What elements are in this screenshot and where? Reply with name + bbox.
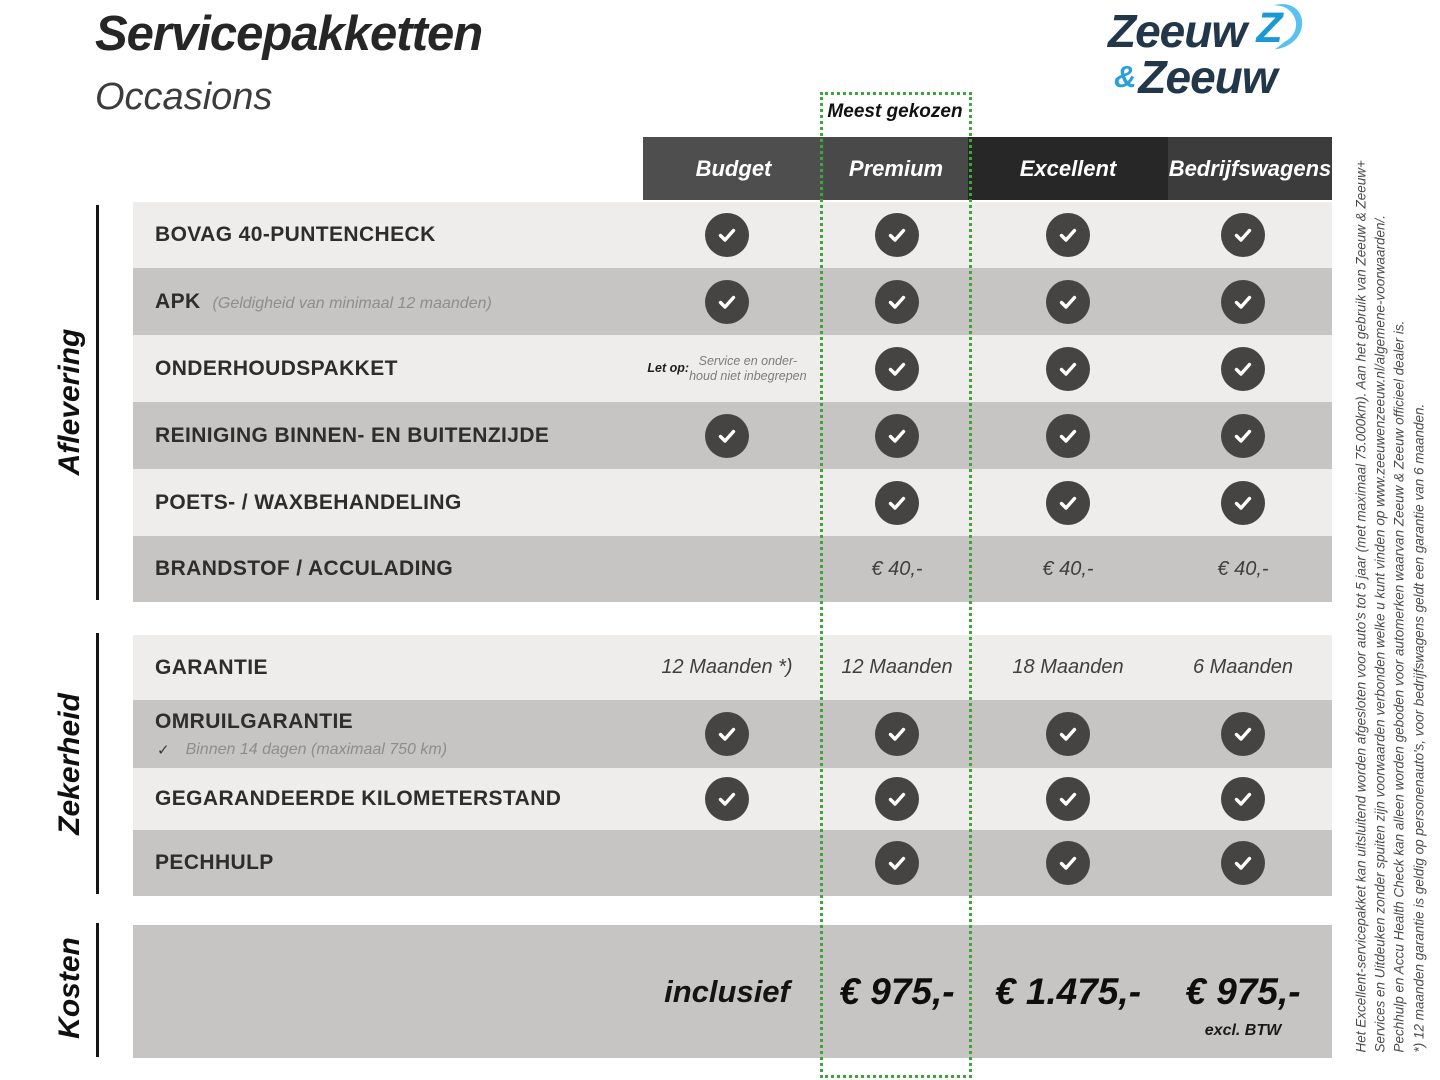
- check-icon: [1158, 335, 1328, 402]
- column-header-budget: Budget: [643, 137, 824, 200]
- check-icon: [983, 402, 1153, 469]
- check-icon: [983, 335, 1153, 402]
- row-label: BOVAG 40-PUNTENCHECK: [155, 223, 436, 246]
- table-row: [133, 536, 1332, 602]
- row-subtext: Binnen 14 dagen (maximaal 750 km): [185, 741, 448, 758]
- kosten-value: € 975,-: [1185, 970, 1301, 1012]
- row-label: GEGARANDEERDE KILOMETERSTAND: [155, 787, 562, 810]
- svg-text:Z: Z: [1256, 3, 1283, 52]
- table-row: [133, 268, 1332, 335]
- empty-cell: [642, 830, 812, 896]
- column-header-bedrijfswagens: Bedrijfswagens: [1168, 137, 1332, 200]
- check-icon: [1158, 768, 1328, 830]
- row-sublabel: (Geldigheid van minimaal 12 maanden): [212, 294, 492, 312]
- table-row: [133, 469, 1332, 536]
- table-row: [133, 635, 1332, 700]
- table-row: [133, 335, 1332, 402]
- cell-value: € 40,-: [1042, 557, 1094, 580]
- kosten-value: € 975,-: [839, 970, 955, 1012]
- kosten-bedrijfswagens-cell: [1148, 925, 1338, 1058]
- check-icon: [1158, 830, 1328, 896]
- most-chosen-label: Meest gekozen: [827, 101, 963, 122]
- cell-value: 18 Maanden: [1012, 656, 1124, 678]
- disclaimer-line: Services en Uitdeuken zonder spuiten zijn voorwaarden verbonden welke u kunt vinden op www.zeeuwenzeeuw.nl/algemene-voorwaarden/.: [1372, 214, 1388, 1053]
- check-icon: [1158, 402, 1328, 469]
- logo-word-2: Zeeuw: [1138, 51, 1277, 103]
- group-label-aflevering: Aflevering: [53, 328, 86, 476]
- check-icon: [983, 768, 1153, 830]
- cell-value: € 40,-: [1217, 557, 1269, 580]
- row-label: GARANTIE: [155, 655, 268, 679]
- column-header-excellent: Excellent: [968, 137, 1168, 200]
- table-row: [133, 768, 1332, 830]
- check-icon: [1158, 469, 1328, 536]
- check-icon: [812, 335, 982, 402]
- check-icon: [642, 268, 812, 335]
- check-icon: [1158, 700, 1328, 768]
- group-label-zekerheid: Zekerheid: [53, 693, 86, 835]
- logo-ampersand: &: [1114, 59, 1137, 94]
- legal-disclaimer: [1352, 133, 1429, 1053]
- kosten-row: [133, 925, 1332, 1058]
- row-label: PECHHULP: [155, 851, 274, 874]
- check-icon: [983, 202, 1153, 268]
- check-icon: [812, 202, 982, 268]
- check-icon: [812, 268, 982, 335]
- row-label: APK: [155, 289, 201, 313]
- table-row: [133, 202, 1332, 268]
- logo-word-1: Zeeuw: [1108, 5, 1247, 57]
- check-icon: [642, 700, 812, 768]
- page-subtitle: Occasions: [95, 76, 273, 118]
- table-row: [133, 830, 1332, 896]
- group-divider-kosten: [96, 923, 99, 1057]
- kosten-value: inclusief: [664, 973, 790, 1009]
- check-icon: [1158, 268, 1328, 335]
- check-icon: [642, 402, 812, 469]
- disclaimer-line: Pechhulp en Accu Health Check kan alleen worden geboden voor automerken waarvan Zeeuw & Zeeuw officieel dealer is.: [1391, 320, 1407, 1053]
- check-icon: [642, 768, 812, 830]
- row-label: ONDERHOUDSPAKKET: [155, 356, 398, 380]
- table-row: [133, 700, 1332, 768]
- cell-value: 6 Maanden: [1192, 656, 1294, 678]
- comparison-table: [133, 0, 1332, 1080]
- group-divider-zekerheid: [96, 633, 99, 894]
- check-icon: [983, 700, 1153, 768]
- check-icon: [642, 202, 812, 268]
- kosten-footnote: excl. BTW: [1204, 1022, 1282, 1039]
- check-icon: [812, 402, 982, 469]
- empty-cell: [642, 536, 812, 602]
- kosten-premium-cell: [802, 925, 992, 1058]
- row-label: BRANDSTOF / ACCULADING: [155, 557, 454, 580]
- check-icon: [812, 768, 982, 830]
- group-divider-aflevering: [96, 205, 99, 600]
- cell-value: 12 Maanden: [841, 656, 953, 678]
- check-icon: [812, 469, 982, 536]
- check-icon: [812, 700, 982, 768]
- budget-note: Let op: Service en onder- houd niet inbegrepen: [647, 353, 807, 383]
- check-icon: [983, 830, 1153, 896]
- cell-value: 12 Maanden *): [661, 656, 793, 678]
- check-icon: [812, 830, 982, 896]
- kosten-budget-cell: [632, 925, 822, 1058]
- disclaimer-line: Het Excellent-servicepakket kan uitsluitend worden afgesloten voor auto's tot 5 jaar (met maximaal 75.000km). Aan het gebruik van Zeeuw & Zeeuw+: [1353, 160, 1369, 1053]
- page-title: Servicepakketten: [95, 7, 483, 61]
- group-label-kosten: Kosten: [53, 937, 86, 1039]
- cell-value: € 40,-: [871, 557, 923, 580]
- check-icon: [983, 268, 1153, 335]
- check-icon: [1158, 202, 1328, 268]
- row-label: POETS- / WAXBEHANDELING: [155, 490, 462, 514]
- empty-cell: [642, 469, 812, 536]
- disclaimer-line: *) 12 maanden garantie is geldig op personenauto's, voor bedrijfswagens geldt een garantie van 6 maanden.: [1411, 403, 1427, 1053]
- column-header-premium: Premium: [824, 137, 968, 200]
- row-label: OMRUILGARANTIE: [155, 710, 354, 733]
- table-row: [133, 402, 1332, 469]
- check-icon: [983, 469, 1153, 536]
- kosten-value: € 1.475,-: [994, 970, 1142, 1012]
- row-label: REINIGING BINNEN- EN BUITENZIJDE: [155, 423, 550, 447]
- small-check-icon: ✓: [157, 742, 170, 759]
- kosten-excellent-cell: [973, 925, 1163, 1058]
